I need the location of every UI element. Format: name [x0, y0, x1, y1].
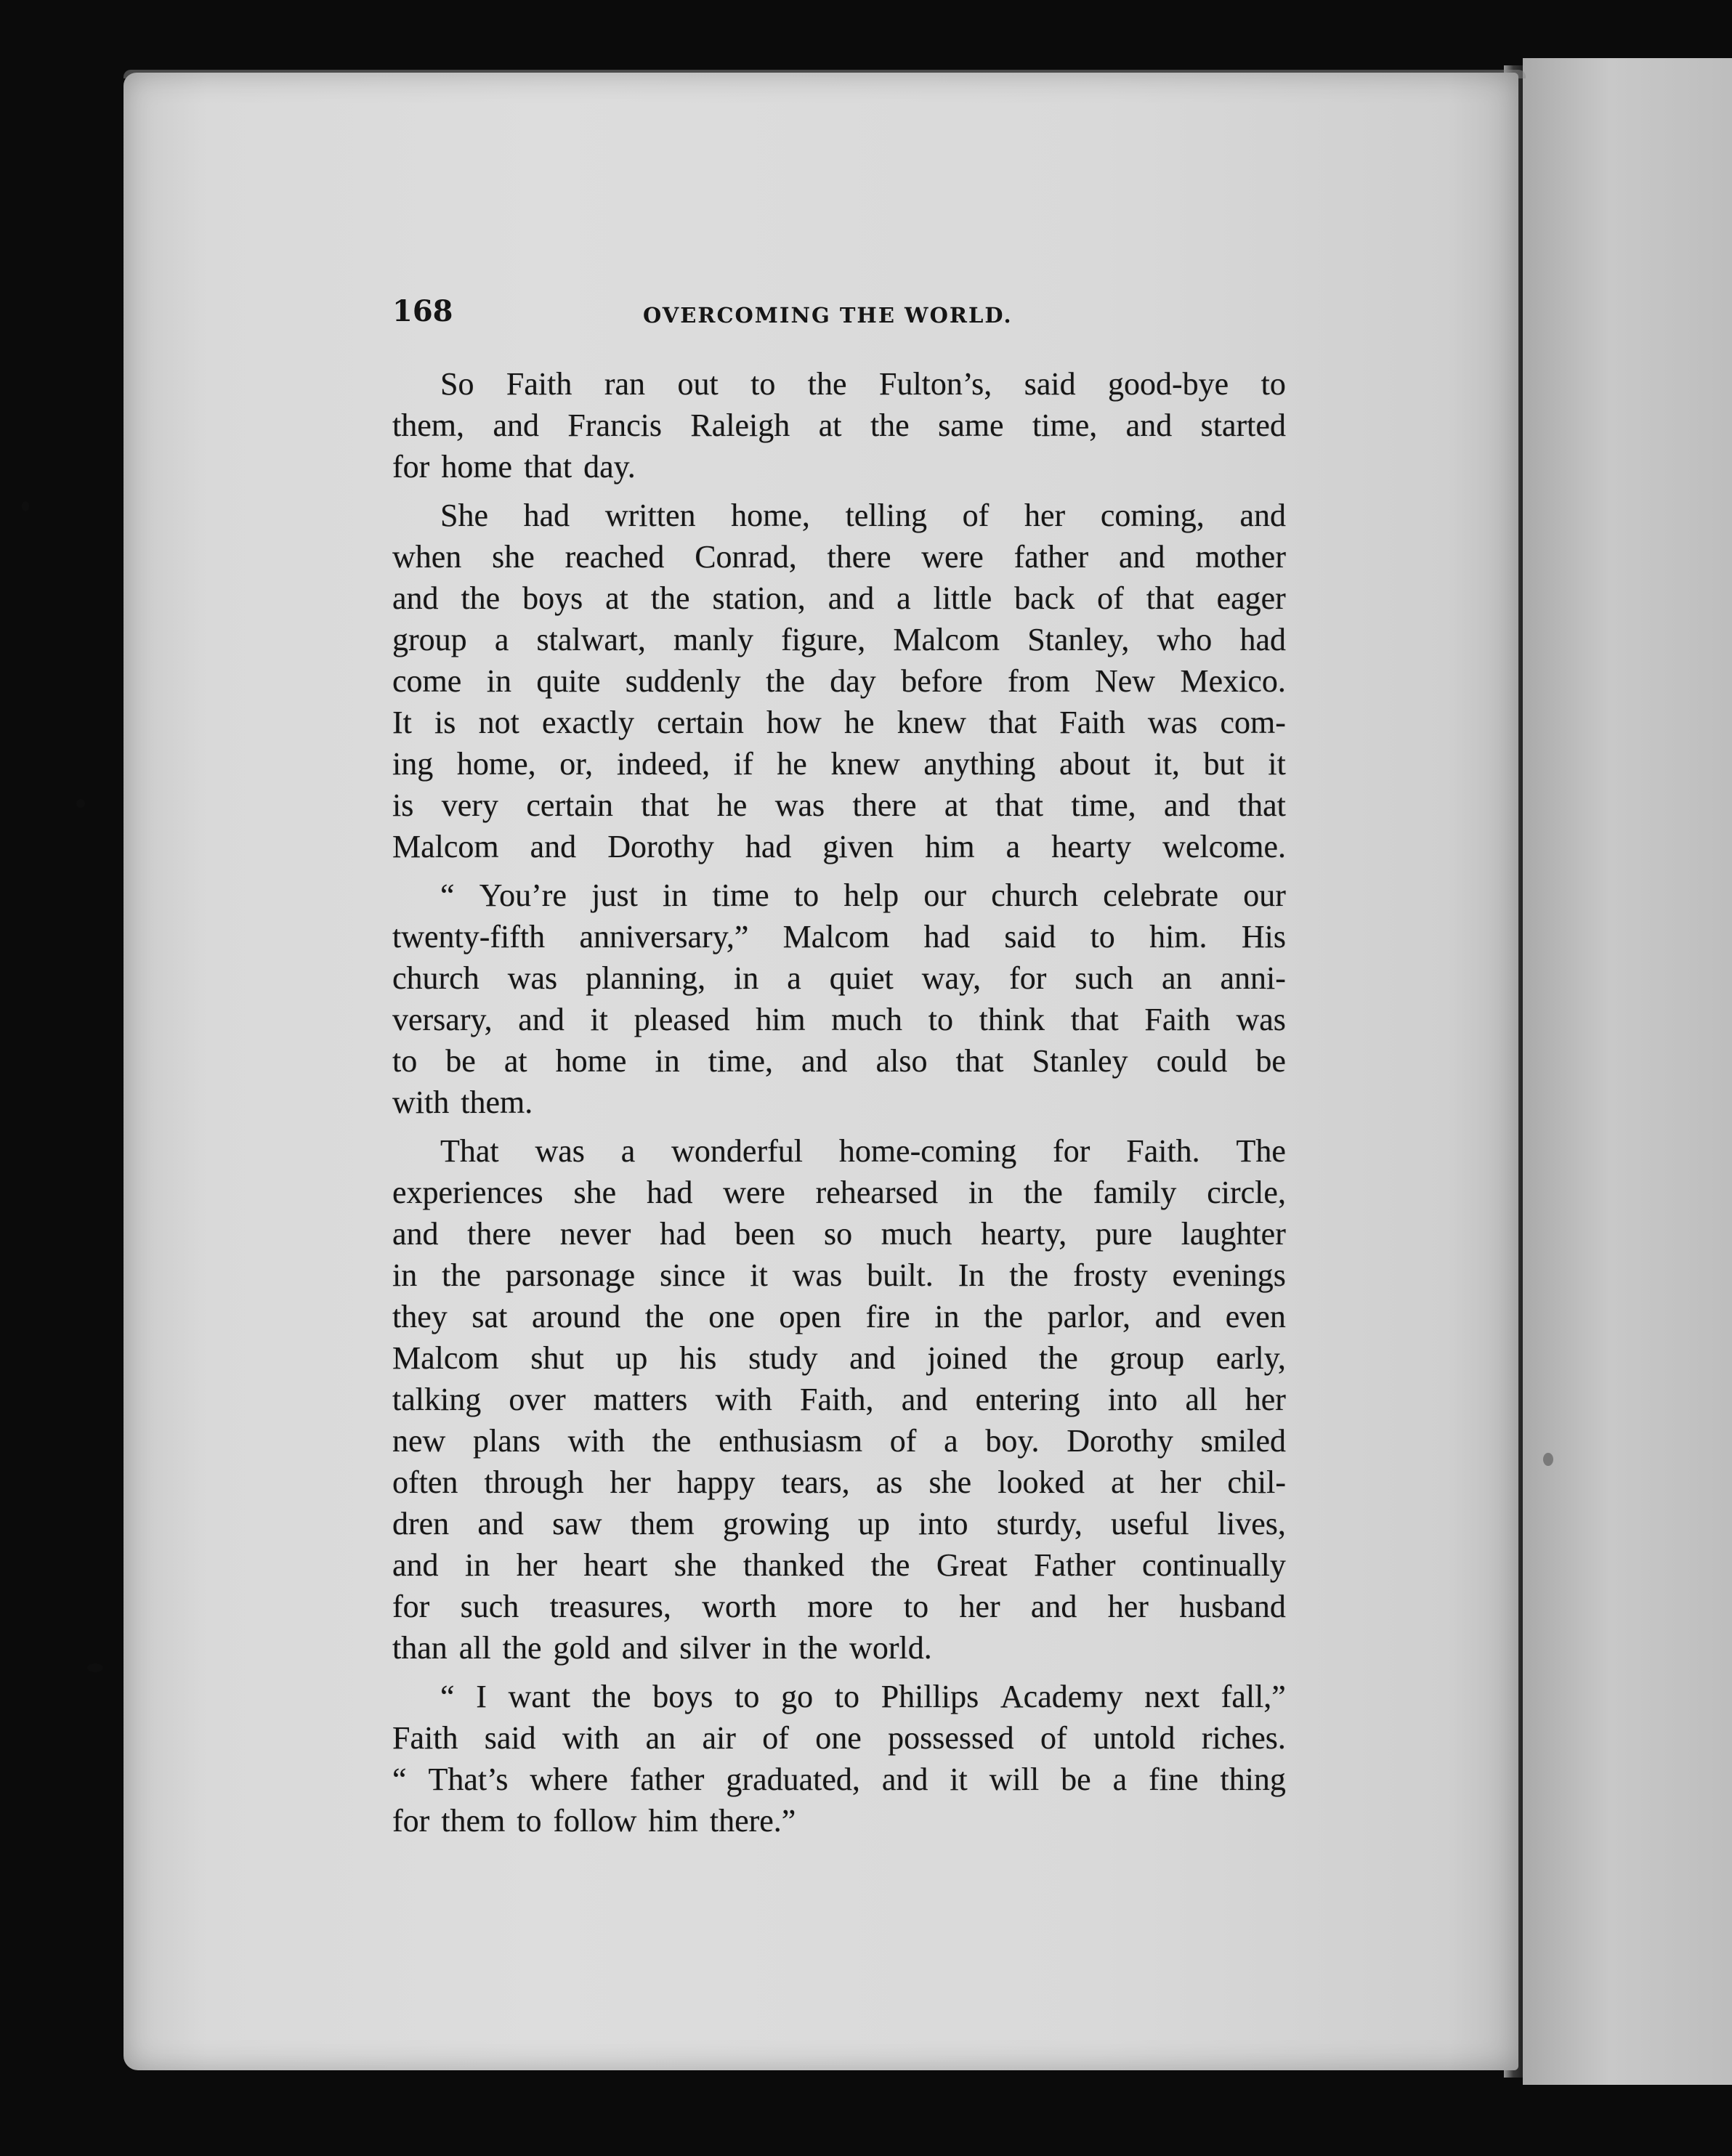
text-line: experiences she had were rehearsed in the family circle, — [392, 1175, 1286, 1210]
text-line: in the parsonage since it was built. In the frosty evenings — [392, 1257, 1286, 1293]
text-line: “ That’s where father graduated, and it will be a fine thing — [392, 1762, 1286, 1797]
text-line: for them to follow him there.” — [392, 1803, 796, 1839]
text-line: That was a wonderful home-coming for Faith. The — [440, 1133, 1286, 1169]
text-line: “ You’re just in time to help our church celebrate our — [440, 878, 1286, 913]
text-line: It is not exactly certain how he knew that Faith was com- — [392, 705, 1286, 740]
scan-speck — [1543, 1453, 1553, 1466]
body-text — [392, 363, 1286, 1849]
text-line: come in quite suddenly the day before from New Mexico. — [392, 663, 1286, 699]
text-line: they sat around the one open fire in the parlor, and even — [392, 1299, 1286, 1334]
text-line: when she reached Conrad, there were father and mother — [392, 539, 1286, 575]
facing-page — [1523, 58, 1732, 2085]
text-line: ing home, or, indeed, if he knew anything about it, but it — [392, 746, 1286, 782]
text-line: So Faith ran out to the Fulton’s, said good-bye to — [440, 366, 1286, 402]
text-line: with them. — [392, 1085, 533, 1120]
page-number: 168 — [392, 294, 453, 328]
text-line: group a stalwart, manly figure, Malcom Stanley, who had — [392, 622, 1286, 657]
scan-speck — [76, 799, 85, 808]
text-line: and the boys at the station, and a little back of that eager — [392, 580, 1286, 616]
scan-speck — [22, 501, 29, 511]
scan-speck — [87, 1663, 103, 1672]
paragraph — [392, 1676, 1286, 1841]
paragraph — [392, 495, 1286, 867]
paragraph — [392, 363, 1286, 487]
text-line: Malcom shut up his study and joined the group early, — [392, 1340, 1286, 1376]
text-line: and in her heart she thanked the Great Father continually — [392, 1547, 1286, 1583]
text-line: them, and Francis Raleigh at the same time, and started — [392, 408, 1286, 443]
paragraph — [392, 1130, 1286, 1669]
text-line: She had written home, telling of her coming, and — [440, 498, 1286, 533]
text-line: to be at home in time, and also that Stanley could be — [392, 1043, 1286, 1079]
text-line: and there never had been so much hearty, pure laughter — [392, 1216, 1286, 1252]
text-line: is very certain that he was there at that time, and that — [392, 787, 1286, 823]
text-line: church was planning, in a quiet way, for such an anni- — [392, 960, 1286, 996]
text-line: Faith said with an air of one possessed of untold riches. — [392, 1720, 1286, 1756]
text-line: twenty-fifth anniversary,” Malcom had said to him. His — [392, 919, 1286, 955]
text-line: often through her happy tears, as she looked at her chil- — [392, 1464, 1286, 1500]
book-title: OVERCOMING THE WORLD. — [643, 303, 1013, 328]
paragraph — [392, 875, 1286, 1123]
text-line: versary, and it pleased him much to think that Faith was — [392, 1002, 1286, 1037]
text-line: for such treasures, worth more to her and her husband — [392, 1589, 1286, 1624]
text-line: for home that day. — [392, 449, 636, 485]
text-line: Malcom and Dorothy had given him a hearty welcome. — [392, 829, 1286, 864]
text-line: than all the gold and silver in the world. — [392, 1630, 932, 1666]
text-line: “ I want the boys to go to Phillips Academy next fall,” — [440, 1679, 1286, 1714]
running-head — [392, 294, 1286, 331]
text-line: new plans with the enthusiasm of a boy. Dorothy smiled — [392, 1423, 1286, 1459]
text-line: dren and saw them growing up into sturdy, useful lives, — [392, 1506, 1286, 1541]
text-line: talking over matters with Faith, and entering into all her — [392, 1382, 1286, 1417]
